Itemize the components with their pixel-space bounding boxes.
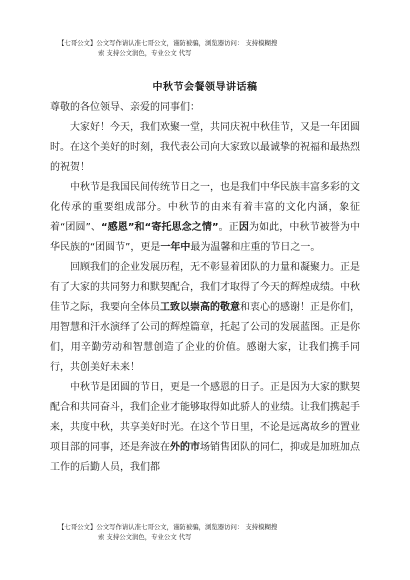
paragraph-3-text-1: 回顾我们的企业发展历程，无不彰显着团队的力量和凝聚力。正是有了大家的共同努力和默契配合，我们才取得了今天的辉煌成绩。中秋佳节之际，我要向全体员	[50, 262, 360, 313]
ad-banner-top	[58, 38, 358, 58]
paragraph-2-text-2: 。正	[218, 222, 239, 233]
paragraph-2-bold-1: “感恩”和“寄托思念之情”	[101, 222, 219, 233]
ad-banner-line1: 【七哥公文】公文写作请认准七哥公文，谨防被骗，浏览器访问： 支持模糊搜	[58, 523, 278, 531]
paragraph-2-text-3: 为如此，中秋节被誉为中华民族的“团圆节”，更是	[50, 222, 361, 253]
paragraph-4-text-1: 中秋节是团圆的节日，更是一个感恩的日子。正是因为大家的默契配合和共同奋斗，我们企业才能够取得如此骄人的业绩。让我们携起手来，共度中秋，共享美好时光。在这个节日里，不论是远离故乡的置业项目部的同事，还是奔波在	[50, 382, 360, 453]
paragraph-2-text-1: 中秋节是我国民间传统节日之一，也是我们中华民族丰富多彩的文化传承的重要组成部分。中秋节的由来有着丰富的文化内涵，象征着“团圆”、	[50, 182, 360, 233]
paragraph-2-bold-3: 一年中	[160, 242, 191, 253]
paragraph-2-bold-2: 因	[238, 222, 249, 233]
ad-banner-line2: 索 支持公文润色，专业公文 代写	[98, 49, 192, 57]
paragraph-4	[50, 378, 360, 478]
salutation: 尊敬的各位领导、亲爱的同事们：	[50, 102, 200, 113]
paragraph-3	[50, 258, 360, 378]
document-title: 中秋节会餐领导讲话稿	[152, 82, 258, 93]
ad-banner-line1: 【七哥公文】公文写作请认准七哥公文，谨防被骗，浏览器访问： 支持模糊搜	[58, 39, 278, 47]
paragraph-3-bold-1: 工致以崇高的敬意	[160, 302, 240, 313]
paragraph-2-text-4: 最为温馨和庄重的节日之一。	[190, 242, 321, 253]
ad-banner-line2: 索 支持公文润色，专业公文 代写	[98, 533, 192, 541]
paragraph-2	[50, 178, 360, 258]
paragraph-4-text-2: 场销售团队的同仁，抑或是加班加点工作的后勤人员，我们都	[50, 442, 360, 473]
ad-banner-bottom	[58, 522, 358, 542]
paragraph-4-bold-1: 外的市	[170, 442, 200, 453]
paragraph-1: 大家好！今天，我们欢聚一堂，共同庆祝中秋佳节，又是一年团圆时。在这个美好的时刻，我代表公司向大家致以最诚挚的祝福和最热烈的祝贺！	[50, 122, 360, 173]
document-body	[50, 98, 360, 478]
paragraph-3-text-2: 和衷心的感谢！正是你们，用智慧和汗水演绎了公司的辉煌篇章，托起了公司的发展蓝图。正是你们，用辛勤劳动和智慧创造了企业的价值。感谢大家，让我们携手同行，共创美好未来！	[50, 302, 360, 373]
